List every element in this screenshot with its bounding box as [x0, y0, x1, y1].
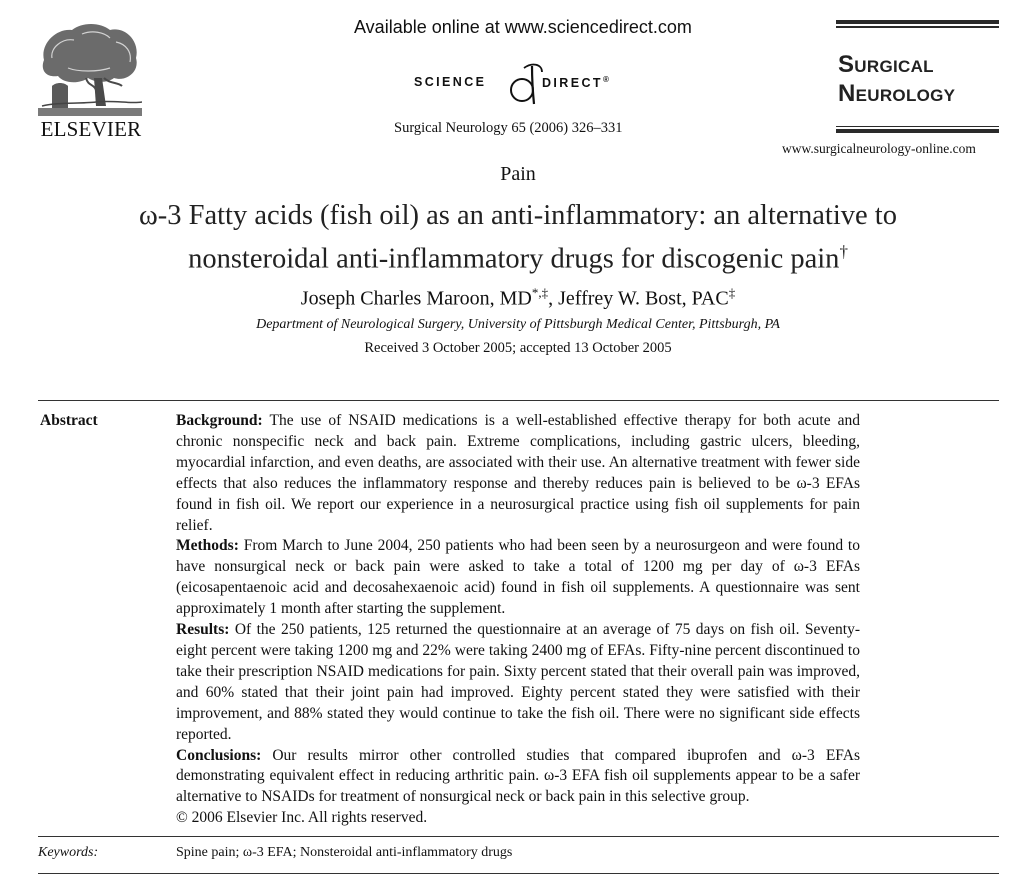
- abstract-background: Background: The use of NSAID medications is a well-established effective therapy for both acute and chronic nonspecific neck and back pain. Extreme complications, including gastric ulcers, bleeding, myocardial infarction, and even deaths, are associated with their use. An alternative treatment with fewer side effects that also reduces the inflammatory response and thereby reduces pain is believed to be ω-3 EFAs found in fish oil. We report our experience in a neurosurgical practice using fish oil supplements for pain relief.: [176, 412, 860, 534]
- available-online-link[interactable]: Available online at www.sciencedirect.com: [354, 17, 692, 37]
- copyright-notice: © 2006 Elsevier Inc. All rights reserved.: [176, 809, 428, 827]
- author-name: Joseph Charles Maroon, MD: [300, 287, 532, 310]
- sciencedirect-d-icon: [502, 62, 544, 106]
- publisher-name: ELSEVIER: [40, 117, 142, 141]
- journal-title-line1: Surgical: [838, 50, 934, 78]
- masthead-rule: [836, 20, 999, 24]
- abstract-body: [176, 411, 860, 829]
- abstract-subhead: Conclusions:: [176, 746, 262, 764]
- sd-logo-right-text: DIRECT®: [542, 75, 609, 91]
- author-footnote-marks[interactable]: *,‡: [531, 285, 549, 300]
- divider: [38, 836, 999, 837]
- abstract-conclusions: Conclusions: Our results mirror other controlled studies that compared ibuprofen and ω-3 EFAs demonstrating equivalent effect in reducing arthritic pain. ω-3 EFA fish oil supplements appear to be a safer alternative to NSAIDs for treatment of nonsurgical neck or back pain in this selective group.: [176, 746, 860, 806]
- author-name: Jeffrey W. Bost, PAC: [558, 287, 729, 310]
- masthead-rule: [836, 129, 999, 133]
- tree-icon: [38, 20, 142, 116]
- author-list: [0, 285, 1022, 311]
- journal-title-line2: Neurology: [838, 79, 956, 107]
- masthead-rule: [836, 26, 999, 28]
- abstract-subhead: Methods:: [176, 537, 239, 555]
- title-line1: ω-3 Fatty acids (fish oil) as an anti-inflammatory: an alternative to: [139, 200, 897, 231]
- abstract-subhead: Results:: [176, 621, 230, 639]
- affiliation: Department of Neurological Surgery, University of Pittsburgh Medical Center, Pittsburgh, PA: [256, 317, 780, 332]
- article-section: Pain: [500, 163, 536, 185]
- abstract-methods: Methods: From March to June 2004, 250 patients who had been seen by a neurosurgeon and were found to have nonsurgical neck or back pain were asked to take a total of 1200 mg per day of ω-3 EFAs (eicosapentaenoic acid and decosahexaenoic acid) found in fish oil supplements. A questionnaire was sent approximately 1 month after starting the supplement.: [176, 537, 860, 618]
- sd-logo-left-text: SCIENCE: [414, 75, 487, 89]
- abstract-results: Results: Of the 250 patients, 125 returned the questionnaire at an average of 75 days on fish oil. Seventy-eight percent were taking 1200 mg and 22% were taking 2400 mg of EFAs. Fifty-nine percent discontinued to take their prescription NSAID medications for pain. Sixty percent stated that their overall pain was improved, and 60% stated that their joint pain had improved. Eighty percent stated they were satisfied with their improvement, and 88% stated they would continue to take the fish oil. There were no significant side effects reported.: [176, 621, 860, 743]
- registered-mark: ®: [602, 75, 609, 84]
- journal-masthead: [836, 20, 999, 133]
- masthead-rule: [836, 126, 999, 128]
- divider: [38, 400, 999, 401]
- title-footnote-mark[interactable]: †: [839, 242, 848, 261]
- sciencedirect-logo: [414, 62, 624, 106]
- divider: [38, 873, 999, 874]
- received-dates: Received 3 October 2005; accepted 13 October 2005: [364, 340, 672, 356]
- abstract-label: Abstract: [40, 412, 98, 429]
- journal-title: [838, 50, 999, 108]
- keywords-label: Keywords:: [38, 845, 99, 860]
- title-line2: nonsteroidal anti-inflammatory drugs for discogenic pain†: [188, 242, 848, 275]
- journal-url-link[interactable]: www.surgicalneurology-online.com: [782, 141, 976, 156]
- keywords-list: Spine pain; ω-3 EFA; Nonsteroidal anti-inflammatory drugs: [176, 845, 513, 860]
- abstract-subhead: Background:: [176, 412, 263, 429]
- article-title: [0, 198, 1022, 278]
- author-separator: ,: [548, 287, 559, 310]
- author-footnote-marks[interactable]: ‡: [728, 285, 736, 300]
- journal-citation: Surgical Neurology 65 (2006) 326–331: [394, 120, 623, 136]
